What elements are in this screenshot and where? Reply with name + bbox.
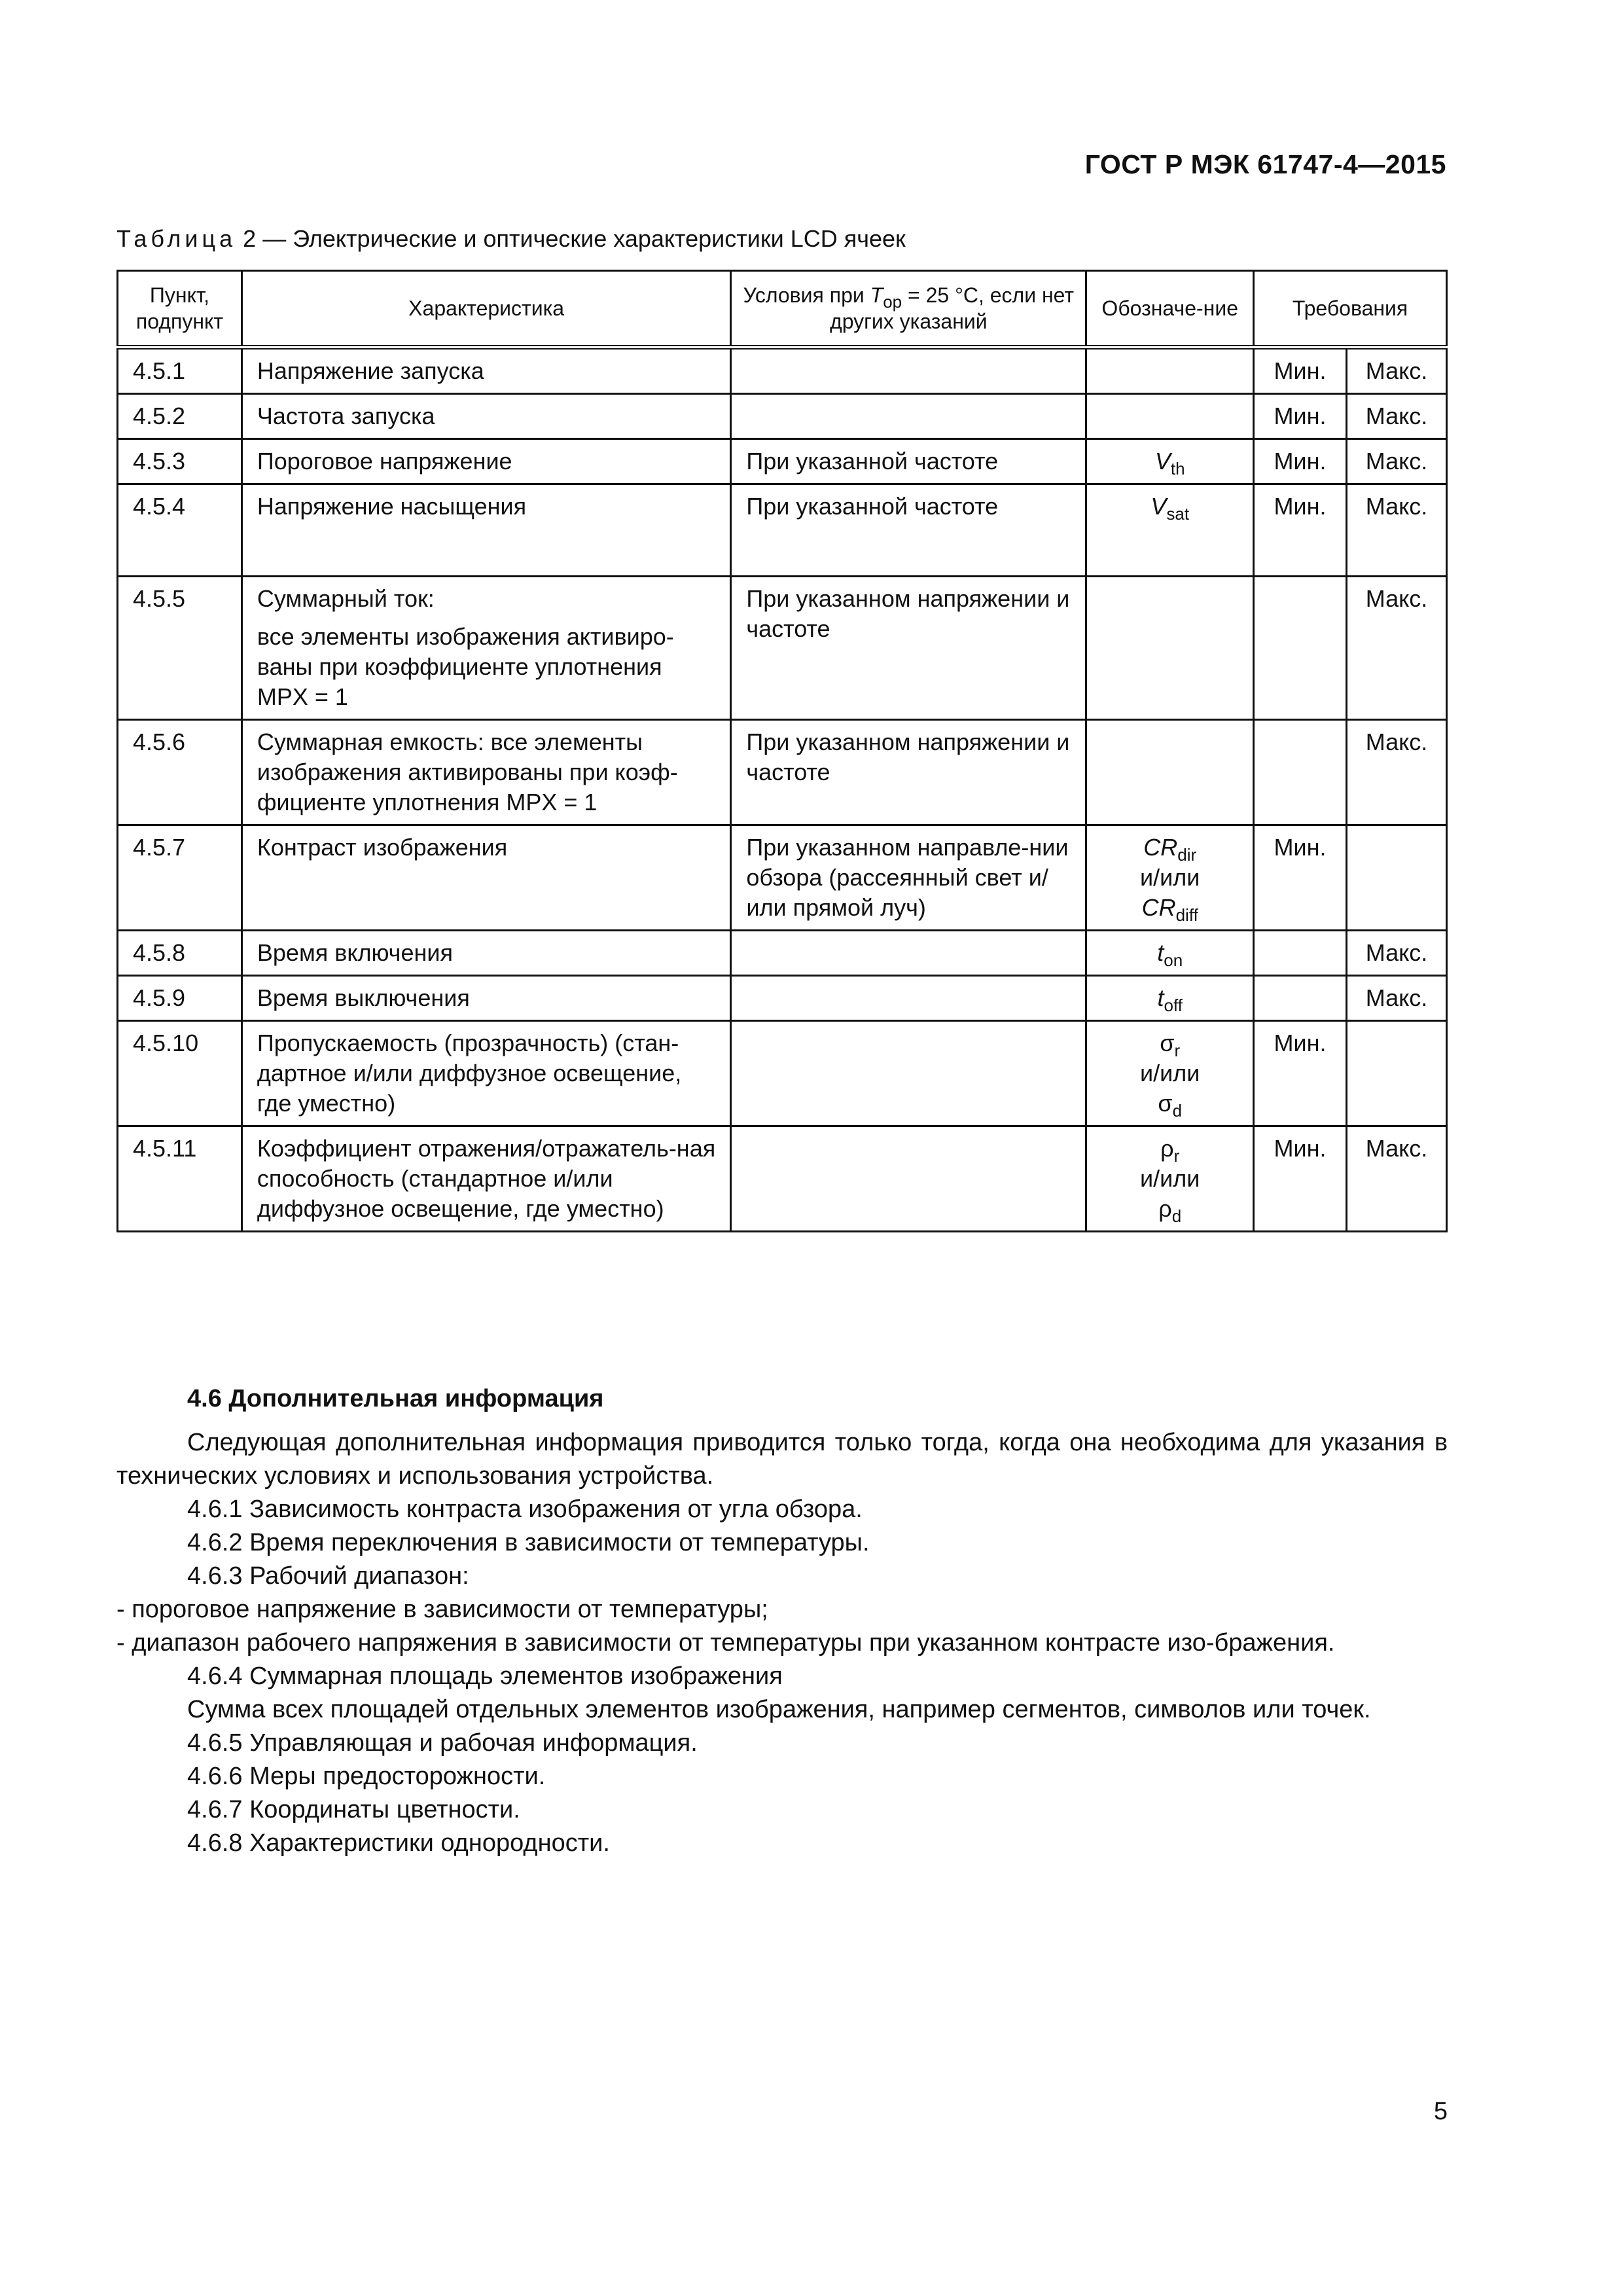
cell-requirement-max: Макс. <box>1347 439 1447 484</box>
characteristic-text: Суммарная емкость: все элементы изображения активированы при коэф-фициенте уплотнения MPX = 1 <box>257 728 678 816</box>
symbol-subscript: d <box>1172 1101 1183 1121</box>
characteristic-text: Частота запуска <box>257 403 435 429</box>
table-row <box>118 439 1447 484</box>
symbol-main: ρ <box>1160 1135 1174 1162</box>
cell-requirement-min: Мин. <box>1254 1126 1347 1232</box>
cell-requirement-max: Макс. <box>1347 976 1447 1021</box>
cell-characteristic <box>241 394 730 439</box>
cell-requirement-max: Макс. <box>1347 720 1447 825</box>
item-4-6-4: 4.6.4 Суммарная площадь элементов изображения <box>187 1662 783 1690</box>
designation-or: и/или <box>1140 1060 1200 1086</box>
item-4-6-7: 4.6.7 Координаты цветности. <box>187 1796 520 1823</box>
col-header-characteristic: Характеристика <box>241 271 730 348</box>
item-4-6-6: 4.6.6 Меры предосторожности. <box>187 1763 546 1790</box>
cell-conditions <box>731 976 1086 1021</box>
cell-conditions <box>731 1126 1086 1232</box>
table-caption-text: 2 — Электрические и оптические характеристики LCD ячеек <box>243 225 906 252</box>
designation-symbol <box>1101 1028 1238 1058</box>
conditions-post: = 25 °C, если нет других указаний <box>830 283 1075 333</box>
cell-conditions <box>731 931 1086 976</box>
table-row <box>118 825 1447 931</box>
cell-conditions <box>731 1021 1086 1126</box>
designation-or: и/или <box>1140 864 1200 891</box>
cell-designation <box>1086 484 1254 577</box>
characteristic-text: Коэффициент отражения/отражатель-ная способность (стандартное и/или диффузное освещение, где уместно) <box>257 1135 716 1222</box>
col-header-requirements: Требования <box>1254 271 1447 348</box>
conditions-subscript: op <box>883 292 902 312</box>
characteristic-text: Время включения <box>257 939 453 966</box>
cell-conditions: При указанном напряжении и частоте <box>731 720 1086 825</box>
cell-designation <box>1086 976 1254 1021</box>
conditions-symbol: T <box>870 283 883 307</box>
designation-symbol <box>1101 983 1238 1013</box>
cell-requirement-max: Макс. <box>1347 577 1447 720</box>
dash-item-2: - диапазон рабочего напряжения в зависимости от температуры при указанном контрасте изо-бражения. <box>116 1629 1335 1657</box>
cell-designation <box>1086 348 1254 394</box>
table-row <box>118 1021 1447 1126</box>
cell-conditions <box>731 348 1086 394</box>
symbol-subscript: off <box>1164 996 1183 1015</box>
characteristic-text: Суммарный ток: <box>257 585 435 612</box>
cell-requirement-max: Макс. <box>1347 394 1447 439</box>
symbol-main: CR <box>1143 834 1178 861</box>
symbol-subscript: on <box>1164 950 1183 970</box>
table-caption-word: Таблица <box>116 225 237 252</box>
table-row <box>118 976 1447 1021</box>
table-row <box>118 348 1447 394</box>
table-row <box>118 577 1447 720</box>
symbol-main: σ <box>1160 1030 1175 1056</box>
symbol-main: σ <box>1158 1090 1173 1117</box>
symbol-subscript: r <box>1174 1041 1181 1060</box>
symbol-main: ρ <box>1158 1195 1172 1222</box>
designation-symbol-2 <box>1101 1194 1238 1224</box>
section-title: 4.6 Дополнительная информация <box>187 1385 604 1412</box>
symbol-main: V <box>1154 448 1171 475</box>
cell-requirement-min: Мин. <box>1254 348 1347 394</box>
cell-item-number: 4.5.7 <box>118 825 242 931</box>
col-header-designation: Обозначе-ние <box>1086 271 1254 348</box>
characteristic-text: Напряжение насыщения <box>257 493 527 520</box>
symbol-main: CR <box>1141 894 1176 921</box>
cell-requirement-max <box>1347 1021 1447 1126</box>
table-caption <box>116 225 906 253</box>
cell-requirement-max: Макс. <box>1347 1126 1447 1232</box>
conditions-pre: Условия при <box>743 283 870 307</box>
cell-requirement-min <box>1254 720 1347 825</box>
cell-conditions: При указанном напряжении и частоте <box>731 577 1086 720</box>
col-header-item: Пункт, подпункт <box>118 271 242 348</box>
page-number: 5 <box>1433 2098 1448 2125</box>
document-id: ГОСТ Р МЭК 61747-4—2015 <box>1084 149 1446 179</box>
characteristic-text: Пороговое напряжение <box>257 448 512 475</box>
cell-conditions <box>731 394 1086 439</box>
designation-symbol <box>1101 492 1238 522</box>
characteristic-text: Время выключения <box>257 984 470 1011</box>
symbol-subscript: sat <box>1166 504 1190 524</box>
cell-requirement-min: Мин. <box>1254 484 1347 577</box>
table-row <box>118 1126 1447 1232</box>
cell-item-number: 4.5.9 <box>118 976 242 1021</box>
table-row <box>118 484 1447 577</box>
cell-designation <box>1086 931 1254 976</box>
cell-characteristic <box>241 976 730 1021</box>
item-4-6-5: 4.6.5 Управляющая и рабочая информация. <box>187 1729 698 1757</box>
cell-requirement-min: Мин. <box>1254 439 1347 484</box>
cell-designation <box>1086 720 1254 825</box>
cell-item-number: 4.5.4 <box>118 484 242 577</box>
cell-characteristic <box>241 825 730 931</box>
cell-characteristic <box>241 1021 730 1126</box>
item-4-6-8: 4.6.8 Характеристики однородности. <box>187 1829 610 1857</box>
designation-symbol <box>1101 938 1238 968</box>
cell-requirement-max: Макс. <box>1347 931 1447 976</box>
cell-conditions: При указанном направле-нии обзора (рассеянный свет и/или прямой луч) <box>731 825 1086 931</box>
cell-characteristic <box>241 577 730 720</box>
characteristics-table <box>116 270 1448 1232</box>
designation-symbol-2 <box>1101 1088 1238 1119</box>
cell-item-number: 4.5.10 <box>118 1021 242 1126</box>
symbol-subscript: r <box>1173 1146 1180 1166</box>
table-row <box>118 720 1447 825</box>
cell-designation <box>1086 1021 1254 1126</box>
designation-symbol <box>1101 446 1238 476</box>
cell-item-number: 4.5.2 <box>118 394 242 439</box>
symbol-subscript: diff <box>1175 905 1198 925</box>
section-4-6 <box>116 1382 1448 1860</box>
cell-designation <box>1086 577 1254 720</box>
cell-requirement-max: Макс. <box>1347 348 1447 394</box>
cell-requirement-min <box>1254 931 1347 976</box>
cell-characteristic <box>241 720 730 825</box>
table-row <box>118 931 1447 976</box>
designation-or: и/или <box>1140 1165 1200 1192</box>
symbol-subscript: th <box>1170 459 1185 478</box>
symbol-main: V <box>1150 493 1167 520</box>
item-4-6-2: 4.6.2 Время переключения в зависимости от температуры. <box>187 1529 870 1556</box>
cell-characteristic <box>241 484 730 577</box>
designation-symbol-2 <box>1101 893 1238 923</box>
characteristic-text: Напряжение запуска <box>257 357 484 384</box>
cell-characteristic <box>241 439 730 484</box>
cell-designation <box>1086 394 1254 439</box>
characteristic-text: Пропускаемость (прозрачность) (стан-дартное и/или диффузное освещение, где уместно) <box>257 1030 682 1117</box>
cell-conditions: При указанной частоте <box>731 484 1086 577</box>
designation-symbol <box>1101 1134 1238 1164</box>
characteristic-extra: все элементы изображения активиро-ваны при коэффициенте уплотнения MPX = 1 <box>257 623 674 710</box>
item-4-6-1: 4.6.1 Зависимость контраста изображения от угла обзора. <box>187 1496 863 1523</box>
cell-requirement-min <box>1254 577 1347 720</box>
cell-requirement-min: Мин. <box>1254 394 1347 439</box>
cell-item-number: 4.5.5 <box>118 577 242 720</box>
cell-requirement-max: Макс. <box>1347 484 1447 577</box>
characteristic-text: Контраст изображения <box>257 834 508 861</box>
symbol-subscript: d <box>1171 1206 1182 1226</box>
cell-requirement-min: Мин. <box>1254 825 1347 931</box>
cell-requirement-min <box>1254 976 1347 1021</box>
symbol-main: t <box>1157 984 1164 1011</box>
dash-item-1: - пороговое напряжение в зависимости от температуры; <box>116 1596 768 1623</box>
section-intro: Следующая дополнительная информация приводится только тогда, когда она необходима для указания в технических условиях и использования устройства. <box>116 1429 1448 1490</box>
cell-designation <box>1086 825 1254 931</box>
item-4-6-4-text: Сумма всех площадей отдельных элементов изображения, например сегментов, символов или точек. <box>187 1696 1371 1723</box>
cell-requirement-min: Мин. <box>1254 1021 1347 1126</box>
symbol-subscript: dir <box>1177 845 1197 865</box>
cell-item-number: 4.5.11 <box>118 1126 242 1232</box>
cell-characteristic <box>241 931 730 976</box>
cell-item-number: 4.5.3 <box>118 439 242 484</box>
table-header-row <box>118 271 1447 348</box>
cell-conditions: При указанной частоте <box>731 439 1086 484</box>
cell-characteristic <box>241 1126 730 1232</box>
cell-characteristic <box>241 348 730 394</box>
table-row <box>118 394 1447 439</box>
designation-symbol <box>1101 833 1238 863</box>
cell-requirement-max <box>1347 825 1447 931</box>
col-header-conditions <box>731 271 1086 348</box>
symbol-main: t <box>1157 939 1164 966</box>
cell-designation <box>1086 1126 1254 1232</box>
cell-item-number: 4.5.6 <box>118 720 242 825</box>
cell-item-number: 4.5.8 <box>118 931 242 976</box>
item-4-6-3: 4.6.3 Рабочий диапазон: <box>187 1562 469 1590</box>
cell-item-number: 4.5.1 <box>118 348 242 394</box>
cell-designation <box>1086 439 1254 484</box>
